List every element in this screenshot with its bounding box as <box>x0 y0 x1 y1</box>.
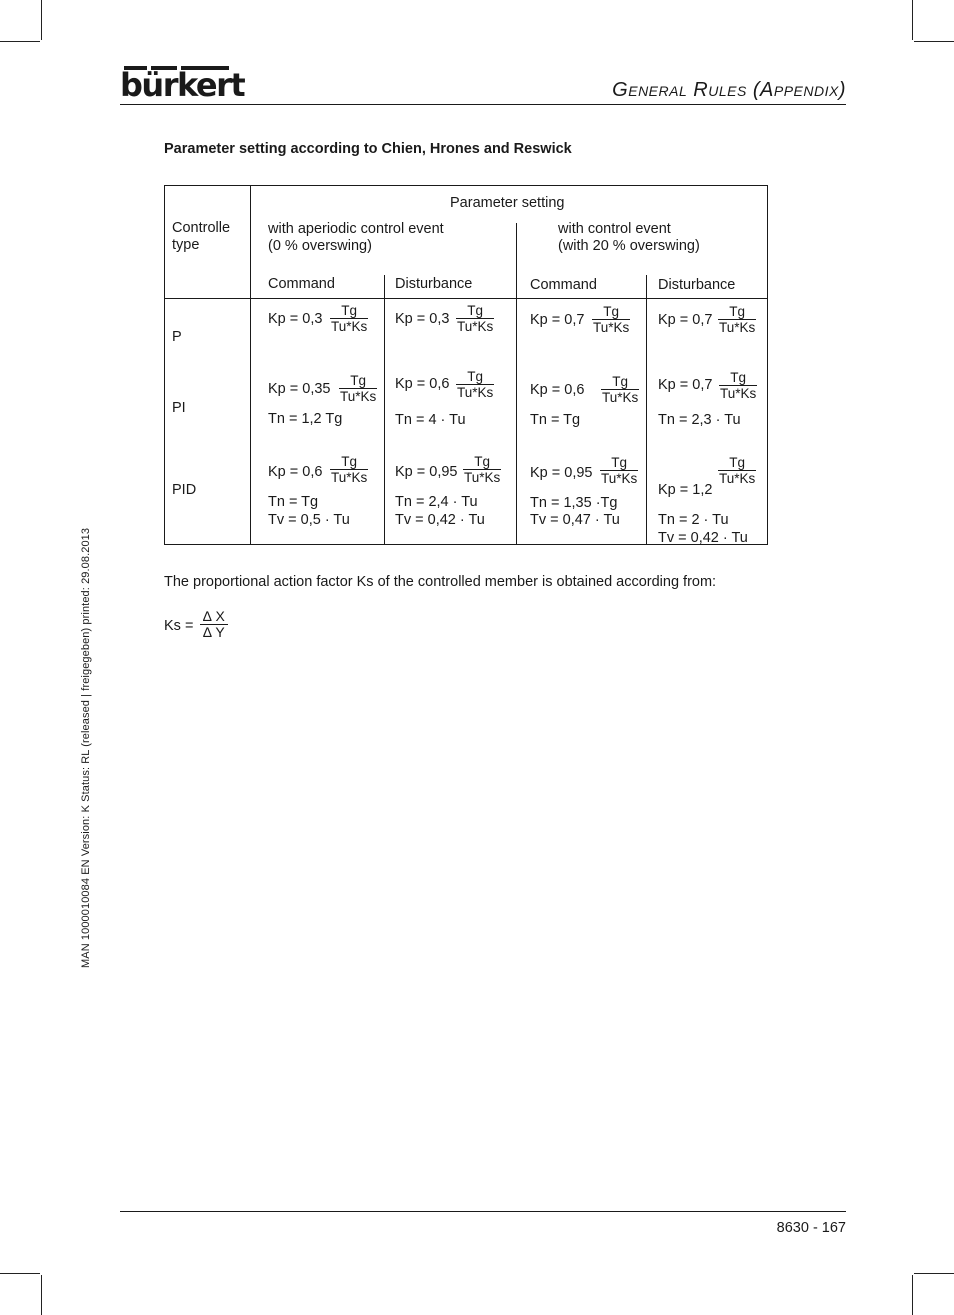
ks-fraction <box>200 609 228 640</box>
section-title: Parameter setting according to Chien, Hrones and Reswick <box>164 141 572 157</box>
group-header-overswing: with control event (with 20 % overswing) <box>558 221 700 254</box>
cell-tn: Tn = 4 · Tu <box>395 412 466 428</box>
group-header-aperiodic: with aperiodic control event (0 % overswing) <box>268 221 444 254</box>
row-label-pi: PI <box>172 400 186 416</box>
table-border <box>164 185 768 186</box>
fraction-numerator: Tg <box>330 303 368 319</box>
fraction-denominator: Tu*Ks <box>601 471 638 486</box>
fraction <box>330 303 368 334</box>
crop-mark <box>0 1273 40 1274</box>
cell-kp: Kp = 0,7 <box>658 312 713 328</box>
document-meta-sidebar: MAN 1000010084 EN Version: K Status: RL (released | freigegeben) printed: 29.08.2013 <box>80 527 92 968</box>
table-border <box>767 185 768 545</box>
cell-kp: Kp = 0,7 <box>658 377 713 393</box>
fraction <box>600 455 638 486</box>
fraction-denominator: Tu*Ks <box>719 471 756 486</box>
fraction-denominator: Tu*Ks <box>457 319 494 334</box>
fraction-denominator: Tu*Ks <box>331 470 368 485</box>
table-border <box>164 185 165 545</box>
controller-type-header: Controlle type <box>172 220 231 253</box>
table-divider <box>250 185 251 545</box>
page-number: 8630 - 167 <box>776 1220 846 1236</box>
parameter-setting-header: Parameter setting <box>450 195 565 211</box>
fraction-denominator: ∆ Y <box>203 624 225 640</box>
fraction <box>456 369 494 400</box>
fraction <box>719 370 757 401</box>
fraction <box>330 454 368 485</box>
fraction-numerator: Tg <box>718 455 756 471</box>
cell-tn: Tn = 1,2 Tg <box>268 411 343 427</box>
fraction-numerator: Tg <box>456 369 494 385</box>
fraction-denominator: Tu*Ks <box>340 389 377 404</box>
table-divider <box>384 275 385 545</box>
fraction <box>601 374 639 405</box>
cell-kp: Kp = 0,95 <box>530 465 593 481</box>
crop-mark <box>912 1275 913 1315</box>
crop-mark <box>41 0 42 40</box>
crop-mark <box>912 0 913 40</box>
fraction <box>718 455 756 486</box>
fraction-numerator: Tg <box>718 304 756 320</box>
fraction-denominator: Tu*Ks <box>464 470 501 485</box>
crop-mark <box>914 1273 954 1274</box>
fraction-numerator: Tg <box>592 304 630 320</box>
cell-kp: Kp = 0,95 <box>395 464 458 480</box>
parameter-table <box>164 185 768 545</box>
fraction-numerator: Tg <box>601 374 639 390</box>
col-header-disturbance: Disturbance <box>658 277 736 293</box>
fraction <box>463 454 501 485</box>
cell-tv: Tv = 0,42 · Tu <box>395 512 485 528</box>
fraction-numerator: Tg <box>463 454 501 470</box>
cell-kp: Kp = 0,6 <box>268 464 323 480</box>
fraction-numerator: Tg <box>456 303 494 319</box>
cell-kp: Kp = 1,2 <box>658 482 713 498</box>
cell-kp: Kp = 0,7 <box>530 312 585 328</box>
cell-tn: Tn = 1,35 ·Tg <box>530 495 618 511</box>
fraction-numerator: Tg <box>330 454 368 470</box>
col-header-command: Command <box>530 277 597 293</box>
brand-logo <box>120 66 245 104</box>
fraction-numerator: Tg <box>339 373 377 389</box>
cell-tn: Tn = Tg <box>530 412 581 428</box>
fraction <box>592 304 630 335</box>
fraction-denominator: Tu*Ks <box>331 319 368 334</box>
crop-mark <box>914 41 954 42</box>
cell-tn: Tn = 2,3 · Tu <box>658 412 741 428</box>
cell-tn: Tn = 2 · Tu <box>658 512 729 528</box>
table-divider <box>516 223 517 545</box>
cell-tv: Tv = 0,42 · Tu <box>658 530 748 546</box>
row-label-pid: PID <box>172 482 197 498</box>
cell-tn: Tn = 2,4 · Tu <box>395 494 478 510</box>
fraction-denominator: Tu*Ks <box>593 320 630 335</box>
cell-kp: Kp = 0,3 <box>268 311 323 327</box>
fraction-numerator: ∆ X <box>200 609 228 625</box>
ks-description: The proportional action factor Ks of the controlled member is obtained according from: <box>164 574 717 590</box>
brand-name: bürkert <box>120 66 245 104</box>
fraction <box>339 373 377 404</box>
fraction <box>718 304 756 335</box>
cell-tv: Tv = 0,47 · Tu <box>530 512 620 528</box>
cell-tn: Tn = Tg <box>268 494 319 510</box>
cell-kp: Kp = 0,3 <box>395 311 450 327</box>
fraction-denominator: Tu*Ks <box>719 320 756 335</box>
cell-kp: Kp = 0,6 <box>530 382 585 398</box>
cell-tv: Tv = 0,5 · Tu <box>268 512 350 528</box>
fraction-denominator: Tu*Ks <box>457 385 494 400</box>
ks-label: Ks = <box>164 618 194 634</box>
fraction-denominator: Tu*Ks <box>720 386 757 401</box>
fraction <box>456 303 494 334</box>
crop-mark <box>0 41 40 42</box>
table-divider <box>164 298 768 299</box>
header-divider <box>120 104 846 105</box>
fraction-numerator: Tg <box>719 370 757 386</box>
col-header-disturbance: Disturbance <box>395 276 473 292</box>
cell-kp: Kp = 0,6 <box>395 376 450 392</box>
row-label-p: P <box>172 329 182 345</box>
fraction-denominator: Tu*Ks <box>602 390 639 405</box>
fraction-numerator: Tg <box>600 455 638 471</box>
table-divider <box>646 275 647 545</box>
crop-mark <box>41 1275 42 1315</box>
page-title: General Rules (Appendix) <box>612 79 846 101</box>
footer-divider <box>120 1211 846 1212</box>
cell-kp: Kp = 0,35 <box>268 381 331 397</box>
col-header-command: Command <box>268 276 335 292</box>
